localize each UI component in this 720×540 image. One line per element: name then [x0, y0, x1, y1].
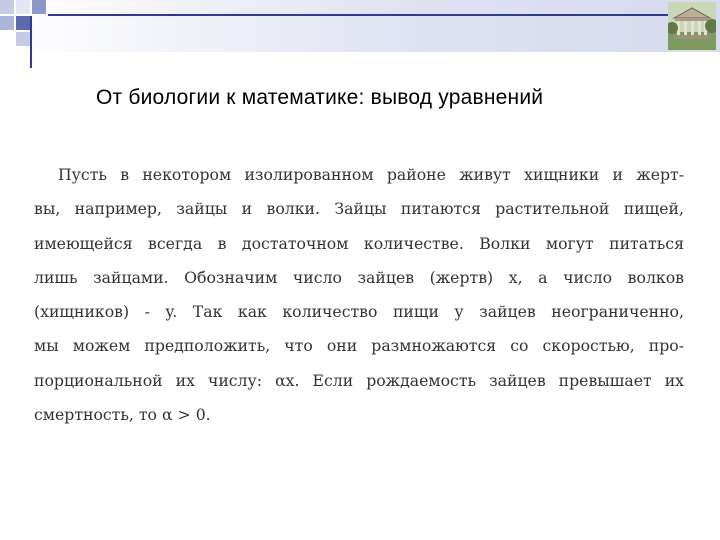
page-title: От биологии к математике: вывод уравнений — [96, 86, 544, 109]
decor-square — [0, 0, 14, 14]
monument-building-icon — [668, 2, 716, 50]
decor-square — [16, 16, 30, 30]
body-line: порциональной их числу: αx. Если рождаемость зайцев превышает их — [34, 370, 684, 390]
decor-square — [16, 32, 30, 46]
side-rule — [30, 16, 32, 68]
body-line: (хищников) - y. Так как количество пищи у зайцев неограниченно, — [34, 302, 684, 322]
body-line: мы можем предположить, что они размножаются со скоростью, про- — [34, 336, 684, 356]
decor-square — [32, 0, 46, 14]
body-line: вы, например, зайцы и волки. Зайцы питаются растительной пищей, — [34, 199, 684, 219]
decor-square — [0, 16, 14, 30]
header-band — [0, 0, 720, 52]
body-line: лишь зайцами. Обозначим число зайцев (жертв) x, а число волков — [34, 267, 684, 287]
body-line: имеющейся всегда в достаточном количестве. Волки могут питаться — [34, 233, 684, 253]
decor-square — [16, 0, 30, 14]
header-rule — [48, 14, 716, 16]
body-line: Пусть в некотором изолированном районе живут хищники и жерт- — [58, 165, 684, 184]
body-text — [34, 158, 684, 432]
body-line: смертность, то α > 0. — [34, 405, 211, 425]
